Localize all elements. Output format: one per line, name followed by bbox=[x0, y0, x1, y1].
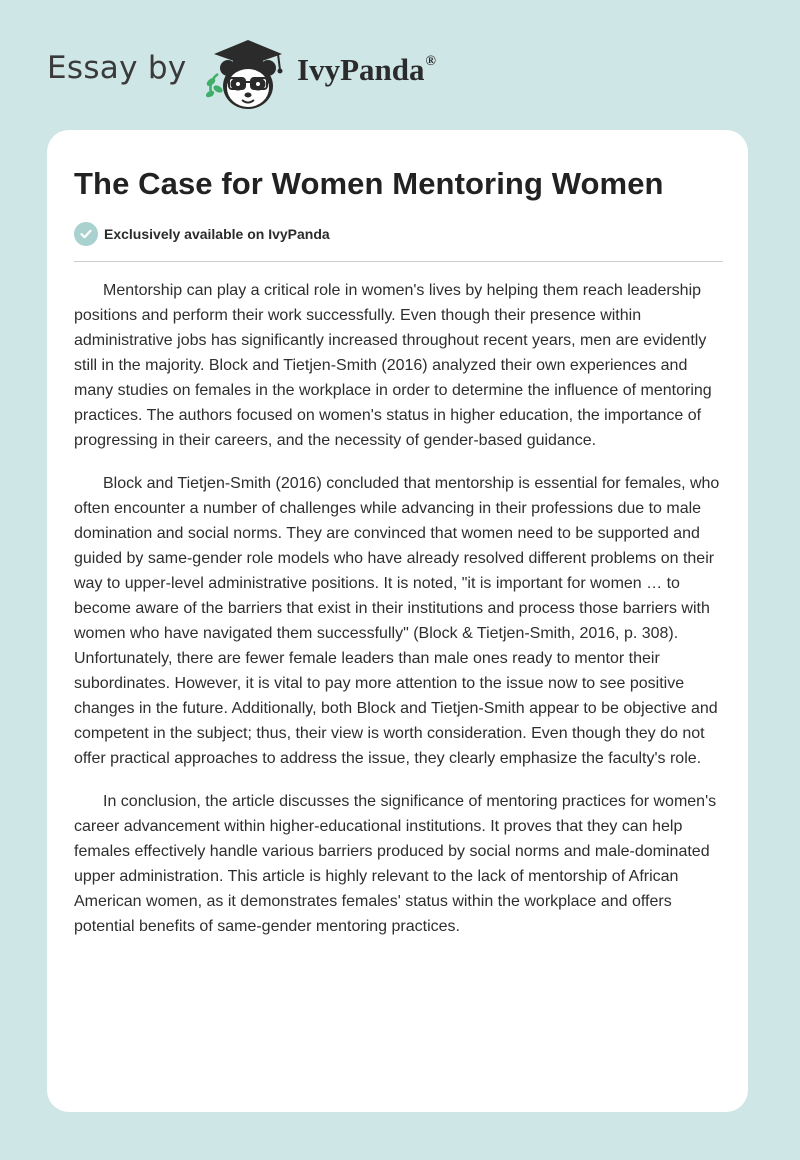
paragraph: In conclusion, the article discusses the significance of mentoring practices for women's career advancement within higher-educational institutions. It proves that they can help females effectively handle various barriers produced by social norms and male-dominated upper administration. This article is highly relevant to the lack of mentorship of African American women, as it demonstrates females' status within the workplace and offers potential benefits of same-gender mentoring practices. bbox=[74, 793, 717, 935]
site-header bbox=[47, 28, 747, 118]
divider bbox=[74, 261, 723, 262]
panda-graduate-logo-icon[interactable] bbox=[202, 34, 294, 114]
paragraph: Mentorship can play a critical role in women's lives by helping them reach leadership positions and perform their work successfully. Even though their presence within administrative jobs has significantly increased throughout recent years, men are evidently still in the majority. Block and Tietjen-Smith (2016) analyzed their own experiences and many studies on females in the workplace in order to determine the influence of mentoring practices. The authors focused on women's status in higher education, the importance of progressing in their careers, and the necessity of gender-based guidance. bbox=[74, 282, 712, 449]
check-circle-icon bbox=[74, 222, 98, 246]
essay-card bbox=[47, 130, 748, 1112]
essay-body bbox=[74, 278, 725, 957]
essay-by-label: Essay by bbox=[47, 50, 187, 86]
paragraph: Block and Tietjen-Smith (2016) concluded that mentorship is essential for females, who often encounter a number of challenges while advancing in their professions due to male domination and social norms. They are convinced that women need to be supported and guided by same-gender role models who have already resolved different problems on their way to upper-level administrative positions. It is noted, "it is important for women … to become aware of the barriers that exist in their institutions and process those barriers with women who have navigated them successfully" (Block & Tietjen-Smith, 2016, p. 308). Unfortunately, there are fewer female leaders than male ones ready to mentor their subordinates. However, it is vital to pay more attention to the issue now to see positive changes in the future. Additionally, both Block and Tietjen-Smith appear to be objective and competent in the subject; thus, their view is worth consideration. Even though they do not offer practical approaches to address the issue, they clearly emphasize the faculty's role. bbox=[74, 475, 720, 767]
brand-text: IvyPanda bbox=[297, 52, 425, 87]
brand-name[interactable] bbox=[297, 52, 436, 88]
registered-mark: ® bbox=[425, 54, 436, 69]
page-title: The Case for Women Mentoring Women bbox=[74, 166, 664, 201]
exclusive-badge bbox=[74, 222, 330, 246]
exclusive-label: Exclusively available on IvyPanda bbox=[104, 226, 330, 242]
